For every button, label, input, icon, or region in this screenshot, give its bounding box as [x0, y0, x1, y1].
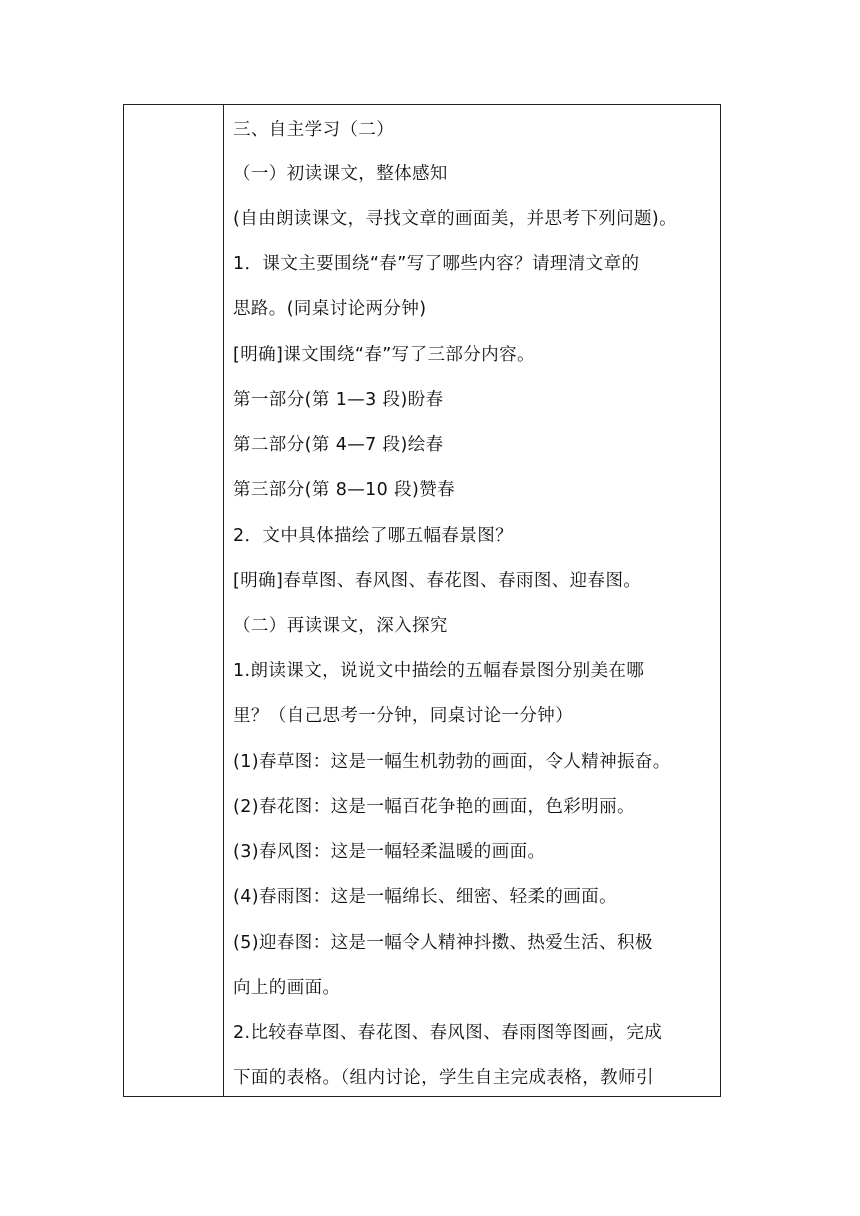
answer-line: 第一部分(第 1—3 段)盼春: [233, 390, 444, 410]
lesson-table: [123, 104, 721, 1097]
question-line: 1.朗读课文，说说文中描绘的五幅春景图分别美在哪: [233, 661, 645, 681]
question-line: 下面的表格。（组内讨论，学生自主完成表格，教师引: [233, 1068, 654, 1088]
answer-line: 向上的画面。: [233, 978, 341, 998]
answer-line: (1)春草图：这是一幅生机勃勃的画面，令人精神振奋。: [233, 752, 671, 772]
left-column-cell: [124, 105, 224, 1096]
question-line: 2.比较春草图、春花图、春风图、春雨图等图画，完成: [233, 1023, 663, 1043]
question-line: 思路。(同桌讨论两分钟): [233, 299, 427, 319]
subsection-heading: （二）再读课文，深入探究: [233, 616, 448, 636]
subsection-heading: （一）初读课文，整体感知: [233, 164, 448, 184]
question-line: 2．文中具体描绘了哪五幅春景图？: [233, 526, 514, 546]
answer-line: (2)春花图：这是一幅百花争艳的画面，色彩明丽。: [233, 797, 635, 817]
answer-line: (4)春雨图：这是一幅绵长、细密、轻柔的画面。: [233, 887, 617, 907]
answer-line: (5)迎春图：这是一幅令人精神抖擞、热爱生活、积极: [233, 933, 653, 953]
answer-line: 第三部分(第 8—10 段)赞春: [233, 480, 456, 500]
content-column-cell: [224, 105, 720, 1096]
answer-line: 第二部分(第 4—7 段)绘春: [233, 435, 444, 455]
section-heading: 三、自主学习（二）: [233, 120, 395, 140]
question-line: 1．课文主要围绕“春”写了哪些内容？请理清文章的: [233, 254, 640, 274]
instruction-line: (自由朗读课文，寻找文章的画面美，并思考下列问题)。: [233, 209, 678, 229]
answer-line: [明确]课文围绕“春”写了三部分内容。: [233, 345, 535, 365]
answer-line: (3)春风图：这是一幅轻柔温暖的画面。: [233, 842, 546, 862]
answer-line: [明确]春草图、春风图、春花图、春雨图、迎春图。: [233, 571, 642, 591]
question-line: 里？（自己思考一分钟，同桌讨论一分钟）: [233, 706, 574, 726]
